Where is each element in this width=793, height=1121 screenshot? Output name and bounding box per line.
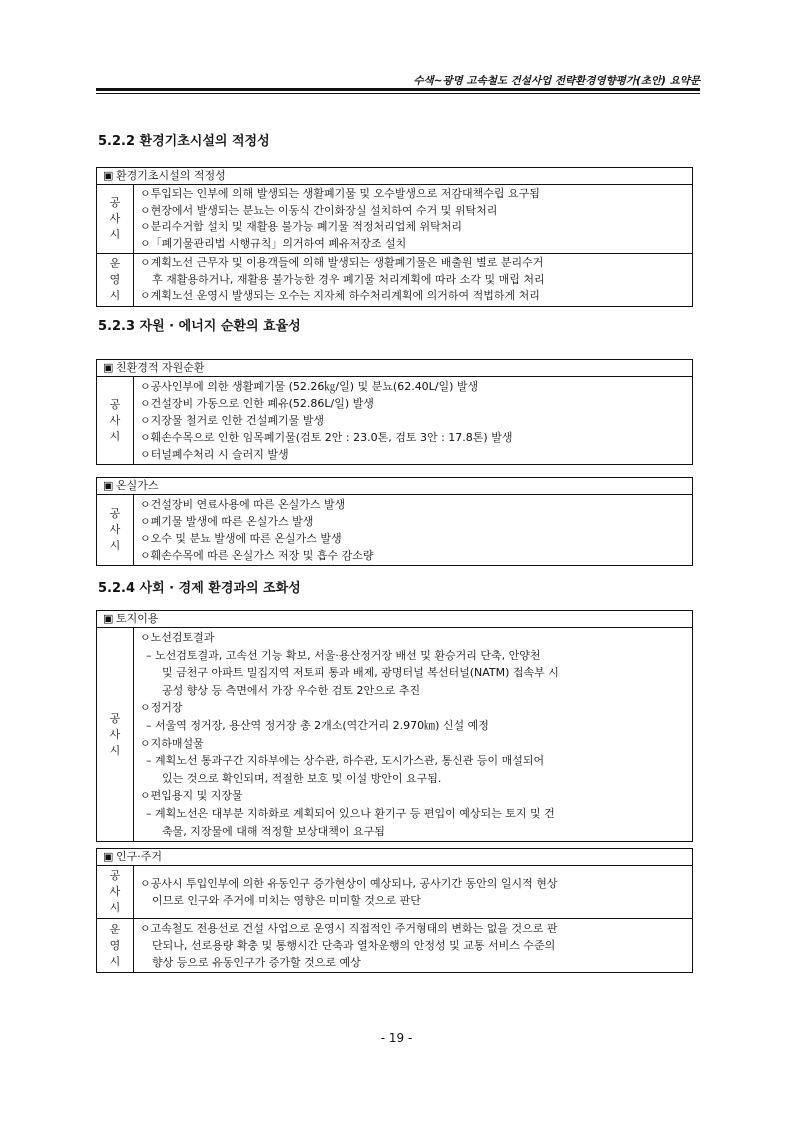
row-construction <box>97 495 692 565</box>
content-cell <box>134 254 692 306</box>
content-line: ㅇ현장에서 발생되는 분뇨는 이동식 간이화장실 설치하여 수거 및 위탁처리 <box>140 203 498 217</box>
content-line: ㅇ지하매설물 <box>140 736 204 750</box>
category-header <box>97 849 692 866</box>
content-line: ㅇ노선검토결과 <box>140 631 215 644</box>
content-line: ㅇ정거장 <box>140 701 183 715</box>
content-cell <box>134 377 692 464</box>
content-line: 있는 것으로 확인되며, 적절한 보호 및 이설 방안이 요구됨. <box>162 771 442 785</box>
category-header <box>97 360 692 377</box>
category-label: 토지이용 <box>116 612 159 625</box>
content-line: – 계획노선은 대부분 지하화로 계획되어 있으나 환기구 등 편입이 예상되는 토지 및 건 <box>146 806 555 820</box>
row-construction <box>97 185 692 253</box>
phase-label: 공사시 <box>97 628 134 841</box>
square-bullet-icon: ▣ <box>103 612 114 625</box>
content-line: ㅇ공사인부에 의한 생활폐기물 (52.26㎏/일) 및 분뇨(62.40L/일) 발생 <box>140 380 479 393</box>
content-cell <box>134 495 692 565</box>
row-operation <box>97 918 692 972</box>
row-construction <box>97 628 692 841</box>
content-line: ㅇ고속철도 전용선로 건설 사업으로 운영시 직접적인 주거형태의 변화는 없을 것으로 판 <box>140 922 558 935</box>
content-line: 및 금천구 아파트 밀집지역 저토피 통과 배제, 광명터널 복선터널(NATM) 접속부 시 <box>162 666 559 680</box>
box-population <box>96 848 693 973</box>
content-line: ㅇ투입되는 인부에 의해 발생되는 생활폐기물 및 오수발생으로 저감대책수립 요구됨 <box>140 187 540 200</box>
content-line: ㅇ지장물 철거로 인한 건설폐기물 발생 <box>140 414 325 427</box>
content-line: – 계획노선 통과구간 지하부에는 상수관, 하수관, 도시가스관, 통신관 등이 매설되어 <box>146 754 545 768</box>
box-resource <box>96 359 693 465</box>
phase-label: 운영시 <box>97 254 134 306</box>
header-rule-thin <box>96 93 700 94</box>
category-header <box>97 168 692 185</box>
section-title-5-2-3: 5.2.3 자원 · 에너지 순환의 효율성 <box>98 319 301 334</box>
box-env-facility <box>96 167 693 307</box>
content-line: 향상 등으로 유동인구가 증가할 것으로 예상 <box>152 956 361 969</box>
content-line: ㅇ분리수거함 설치 및 재활용 불가능 폐기물 적정처리업체 위탁처리 <box>140 220 463 233</box>
section-title-5-2-2: 5.2.2 환경기초시설의 적정성 <box>98 134 270 149</box>
square-bullet-icon: ▣ <box>103 361 114 374</box>
content-line: 이므로 인구와 주거에 미치는 영향은 미미할 것으로 판단 <box>152 894 421 907</box>
phase-label: 공사시 <box>97 185 134 253</box>
square-bullet-icon: ▣ <box>103 169 114 182</box>
page-number: - 19 - <box>380 1031 413 1045</box>
phase-label: 공사시 <box>97 495 134 565</box>
content-line: ㅇ건설장비 가동으로 인한 폐유(52.86L/일) 발생 <box>140 397 374 410</box>
row-operation <box>97 253 692 306</box>
content-line: ㅇ오수 및 분뇨 발생에 따른 온실가스 발생 <box>140 532 342 545</box>
content-line: ㅇ건설장비 연료사용에 따른 온실가스 발생 <box>140 498 346 511</box>
content-line: ㅇ훼손수목에 따른 온실가스 저장 및 흡수 감소량 <box>140 549 374 562</box>
content-line: – 서울역 정거장, 용산역 정거장 총 2개소(역간거리 2.970㎞) 신설 예정 <box>146 718 489 732</box>
running-header: 수색~광명 고속철도 건설사업 전략환경영향평가(초안) 요약문 <box>413 75 700 87</box>
content-line: 후 재활용하거나, 재활용 불가능한 경우 폐기물 처리계획에 따라 소각 및 매립 처리 <box>152 272 545 286</box>
content-line: ㅇ훼손수목으로 인한 임목폐기물(검토 2안 : 23.0톤, 검토 3안 : 17.8톤) 발생 <box>140 431 513 444</box>
content-line: – 노선검토결과, 고속선 기능 확보, 서울·용산정거장 배선 및 환승거리 단축, 안양천 <box>146 648 541 662</box>
content-cell <box>134 919 692 972</box>
header-rule-thick <box>96 88 700 91</box>
category-label: 인구·주거 <box>116 850 163 863</box>
content-cell <box>134 866 692 918</box>
phase-label: 운영시 <box>97 919 134 972</box>
category-header <box>97 478 692 495</box>
content-line: ㅇ「폐기물관리법 시행규칙」의거하여 폐유저장조 설치 <box>140 236 407 250</box>
content-line: ㅇ공사시 투입인부에 의한 유동인구 증가현상이 예상되나, 공사기간 동안의 일시적 현상 <box>140 877 558 890</box>
category-label: 친환경적 자원순환 <box>116 361 205 374</box>
box-land-use <box>96 610 693 842</box>
content-line: 공성 향상 등 측면에서 가장 우수한 검토 2안으로 추진 <box>162 683 421 697</box>
category-header <box>97 611 692 628</box>
content-cell <box>134 185 692 253</box>
category-label: 환경기초시설의 적정성 <box>116 169 226 182</box>
box-ghg <box>96 477 693 566</box>
square-bullet-icon: ▣ <box>103 479 114 492</box>
content-cell <box>134 628 692 841</box>
content-line: 축물, 지장물에 대해 적정할 보상대책이 요구됨 <box>162 824 385 838</box>
phase-label: 공사시 <box>97 377 134 464</box>
content-line: ㅇ계획노선 근무자 및 이용객들에 의해 발생되는 생활폐기물은 배출원 별로 분리수거 <box>140 256 544 269</box>
content-line: ㅇ터널폐수처리 시 슬러지 발생 <box>140 448 289 461</box>
content-line: ㅇ편입용지 및 지장물 <box>140 789 243 803</box>
section-title-5-2-4: 5.2.4 사회 · 경제 환경과의 조화성 <box>98 581 301 596</box>
row-construction <box>97 866 692 918</box>
content-line: ㅇ계획노선 운영시 발생되는 오수는 지자체 하수처리계획에 의거하여 적법하게 처리 <box>140 289 540 302</box>
content-line: 단되나, 선로용량 확충 및 통행시간 단축과 열차운행의 안정성 및 교통 서비스 수준의 <box>152 939 556 952</box>
content-line: ㅇ폐기물 발생에 따른 온실가스 발생 <box>140 515 314 528</box>
phase-label: 공사시 <box>97 866 134 918</box>
square-bullet-icon: ▣ <box>103 850 114 863</box>
row-construction <box>97 377 692 464</box>
category-label: 온실가스 <box>116 479 159 492</box>
